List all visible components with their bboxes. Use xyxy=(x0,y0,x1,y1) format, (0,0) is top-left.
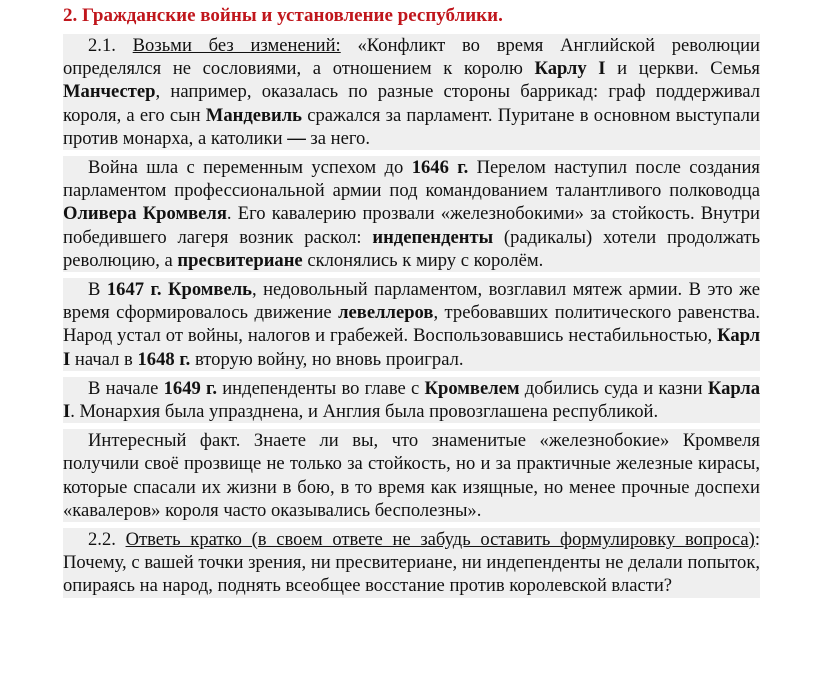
bold-term: Манчестер xyxy=(63,81,156,103)
task-instruction: Возьми без изменений: xyxy=(132,35,341,56)
bold-dash: — xyxy=(287,127,306,149)
bold-term: 1646 г. xyxy=(411,157,469,179)
text-run: начал в xyxy=(70,348,138,370)
bold-term: Карлу I xyxy=(534,58,606,80)
text-run: склонялись к миру с королём. xyxy=(302,249,544,271)
task-instruction: Ответь кратко (в своем ответе не забудь оставить формулировку вопроса) xyxy=(125,529,755,551)
text-run: . Его кавалерию прозвали «железнобокими» за стойкость. Внутри победившего лагеря возник раскол: xyxy=(63,203,761,248)
question-text: : Почему, с вашей точки зрения, ни пресвитериане, ни индепенденты не делали попыток, опираясь на народ, поднять всеобщее восстание против королевской власти? xyxy=(63,529,760,597)
text-run: добились суда и казни xyxy=(519,377,708,399)
bold-term: Мандевиль xyxy=(205,104,303,126)
text-run: . Монархия была упразднена, и Англия была провозглашена республикой. xyxy=(70,401,659,423)
bold-term: пресвитериане xyxy=(177,249,303,271)
text-run: сражался за парламент. Пуритане в основном выступали против монарха, а католики xyxy=(63,104,760,149)
text-run: Интересный факт. Знаете ли вы, что знаменитые «железнобокие» Кромвеля получили своё прозвище не только за стойкость, но и за практичные железные кирасы, которые спасали их жизни в бою, в то время как изящные, но менее прочные доспехи «кавалеров» короля часто оказывались бесполезны». xyxy=(63,430,760,521)
text-run: В xyxy=(88,279,107,301)
text-run: индепенденты во главе с xyxy=(217,377,425,399)
text-run: (радикалы) хотели продолжать революцию, а xyxy=(63,226,761,271)
text-run: , например, оказалась по разные стороны баррикад: граф поддерживал короля, а его сын xyxy=(63,81,760,126)
text-run: Война шла с переменным успехом до xyxy=(88,157,412,179)
bold-term: индепенденты xyxy=(372,226,494,248)
bold-term: 1647 г. Кромвель xyxy=(106,279,252,301)
text-run: , недовольный парламентом, возглавил мятеж армии. В это же время сформировалось движение xyxy=(63,279,760,324)
task-number: 2.1. xyxy=(88,35,133,56)
task-number: 2.2. xyxy=(88,529,126,551)
text-run: за него. xyxy=(305,127,370,149)
text-run: Перелом наступил после создания парламентом профессиональной армии под командованием талантливого полководца xyxy=(63,157,760,202)
bold-term: Оливера Кромвеля xyxy=(63,203,227,225)
text-run: и церкви. Семья xyxy=(605,58,760,80)
paragraph-task-2-2 xyxy=(63,528,760,598)
section-heading: 2. Гражданские войны и установление республики. xyxy=(63,5,503,26)
bold-term: 1648 г. xyxy=(137,348,191,370)
bold-term: Карл I xyxy=(63,325,760,370)
bold-term: Карла I xyxy=(63,377,760,423)
paragraph-war xyxy=(63,156,760,272)
document-body xyxy=(63,34,760,598)
paragraph-task-2-1 xyxy=(63,34,760,150)
text-run: «Конфликт во время Английской революции определялся не сословиями, а отношением к королю xyxy=(63,35,760,80)
bold-term: 1649 г. xyxy=(163,377,218,399)
bold-term: Кромвелем xyxy=(424,377,520,399)
paragraph-interesting-fact xyxy=(63,429,760,522)
paragraph-1649 xyxy=(63,377,760,423)
text-run: , требовавших политического равенства. Народ устал от войны, налогов и грабежей. Воспользовавшись нестабильностью, xyxy=(63,302,760,347)
bold-term: левеллеров xyxy=(338,302,434,324)
paragraph-1647 xyxy=(63,278,760,371)
text-run: В начале xyxy=(88,377,164,399)
text-run: вторую войну, но вновь проиграл. xyxy=(190,348,464,370)
